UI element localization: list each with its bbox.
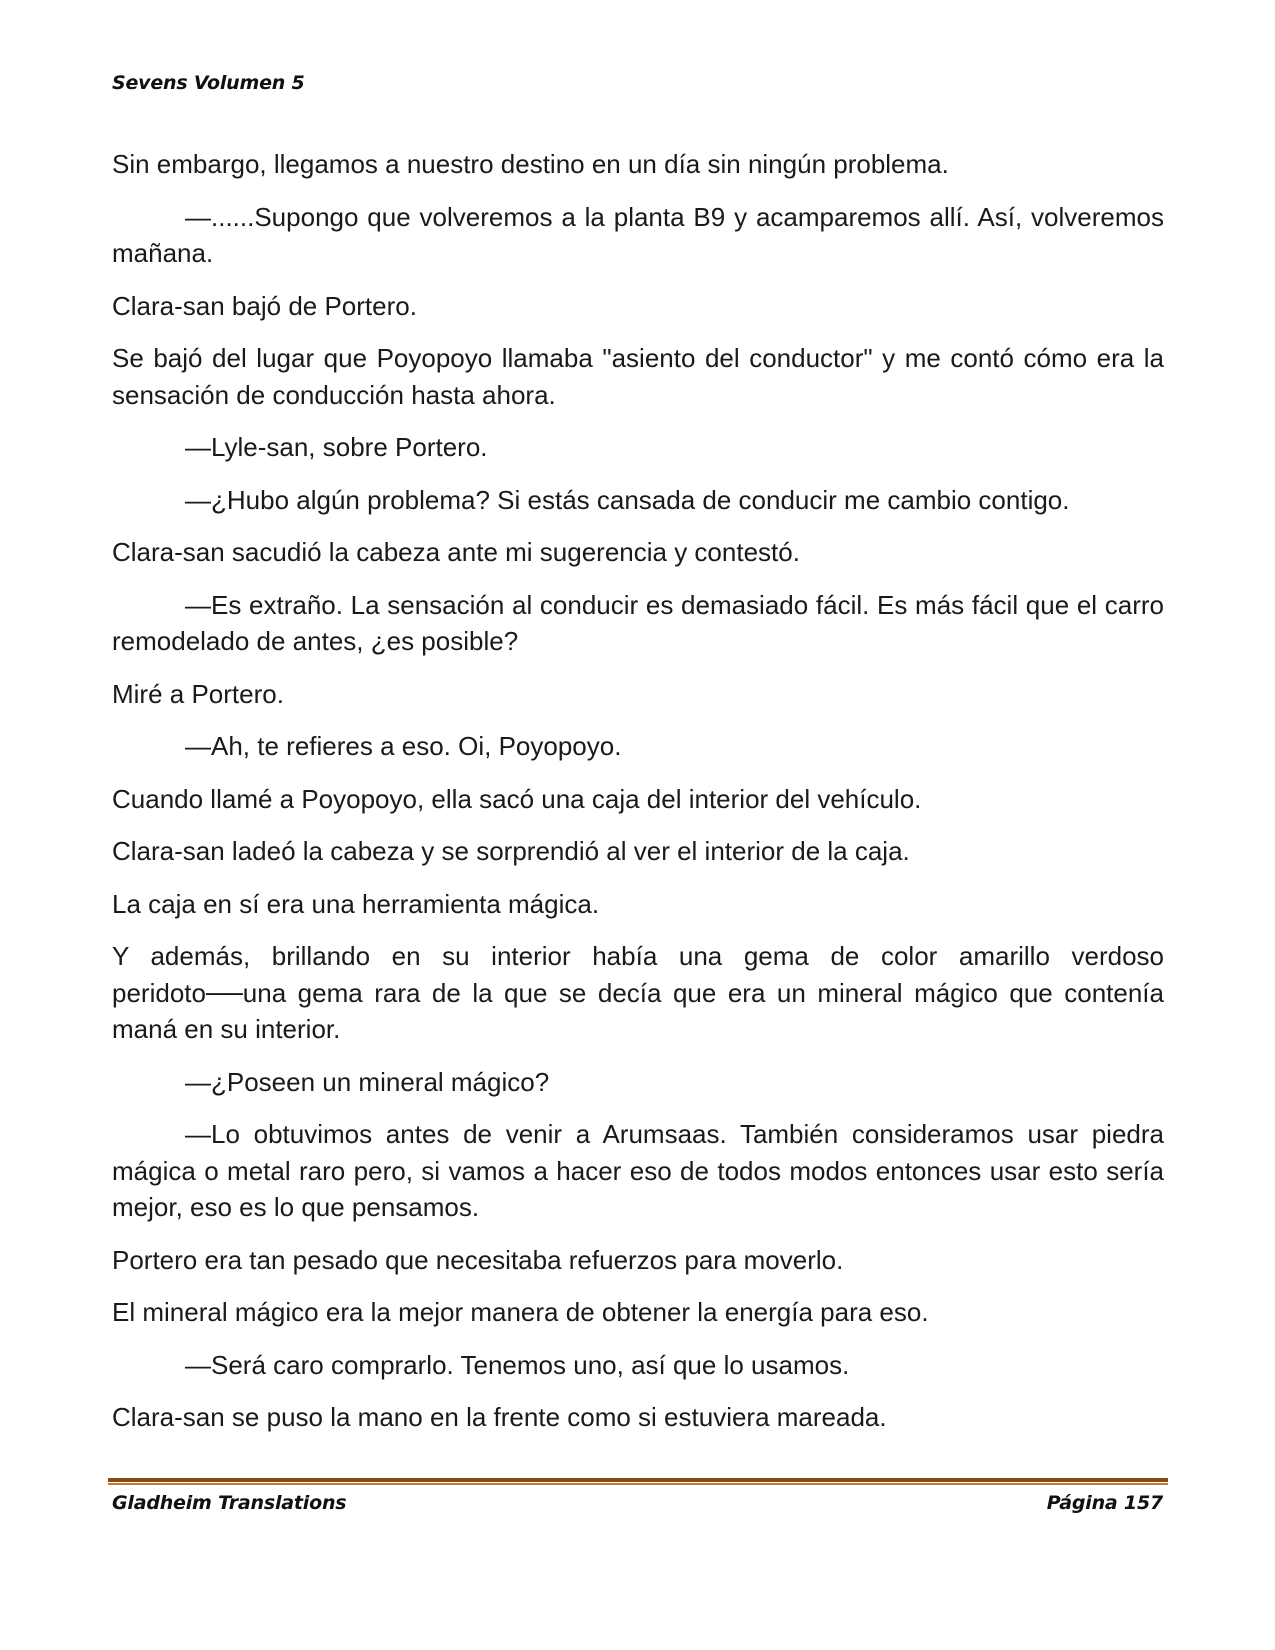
paragraph: La caja en sí era una herramienta mágica. [112, 888, 600, 919]
footer-divider [108, 1478, 1168, 1487]
paragraph: Portero era tan pesado que necesitaba refuerzos para moverlo. [112, 1244, 844, 1275]
dialog-paragraph: —¿Hubo algún problema? Si estás cansada de conducir me cambio contigo. [185, 484, 1070, 515]
paragraph: Clara-san bajó de Portero. [112, 290, 417, 321]
paragraph: Cuando llamé a Poyopoyo, ella sacó una caja del interior del vehículo. [112, 783, 922, 814]
paragraph: Se bajó del lugar que Poyopoyo llamaba "asiento del conductor" y me contó cómo era la sensación de conducción hasta ahora. [112, 343, 1164, 410]
paragraph: El mineral mágico era la mejor manera de obtener la energía para eso. [112, 1297, 929, 1327]
dialog-paragraph: —Ah, te refieres a eso. Oi, Poyopoyo. [185, 731, 622, 761]
dialog-paragraph: —......Supongo que volveremos a la planta B9 y acamparemos allí. Así, volveremos mañana. [112, 201, 1164, 268]
dialog-paragraph: —Es extraño. La sensación al conducir es demasiado fácil. Es más fácil que el carro remodelado de antes, ¿es posible? [112, 589, 1164, 656]
paragraph: Miré a Portero. [112, 678, 284, 709]
dialog-paragraph: —Lo obtuvimos antes de venir a Arumsaas. También consideramos usar piedra mágica o metal raro pero, si vamos a hacer eso de todos modos entonces usar esto sería mejor, eso es lo que pensamos. [112, 1119, 1164, 1222]
footer-translator-credit: Gladheim Translations [112, 1492, 347, 1514]
dialog-paragraph: —Será caro comprarlo. Tenemos uno, así que lo usamos. [185, 1349, 850, 1380]
footer-divider-light-line [108, 1483, 1168, 1485]
paragraph: Clara-san se puso la mano en la frente como si estuviera mareada. [112, 1402, 887, 1432]
footer-page-number: Página 157 [1046, 1492, 1163, 1514]
dialog-paragraph: —¿Poseen un mineral mágico? [185, 1066, 550, 1097]
dialog-paragraph: —Lyle-san, sobre Portero. [185, 432, 488, 462]
paragraph: Clara-san sacudió la cabeza ante mi sugerencia y contestó. [112, 537, 800, 567]
footer-divider-dark-line [108, 1478, 1168, 1482]
paragraph: Sin embargo, llegamos a nuestro destino en un día sin ningún problema. [112, 149, 949, 179]
page-header-title: Sevens Volumen 5 [112, 72, 305, 94]
paragraph: Clara-san ladeó la cabeza y se sorprendió al ver el interior de la caja. [112, 836, 910, 866]
paragraph: Y además, brillando en su interior había una gema de color amarillo verdoso peridoto──una gema rara de la que se decía que era un mineral mágico que contenía maná en su interior. [112, 941, 1164, 1044]
page-body [112, 146, 1164, 1452]
